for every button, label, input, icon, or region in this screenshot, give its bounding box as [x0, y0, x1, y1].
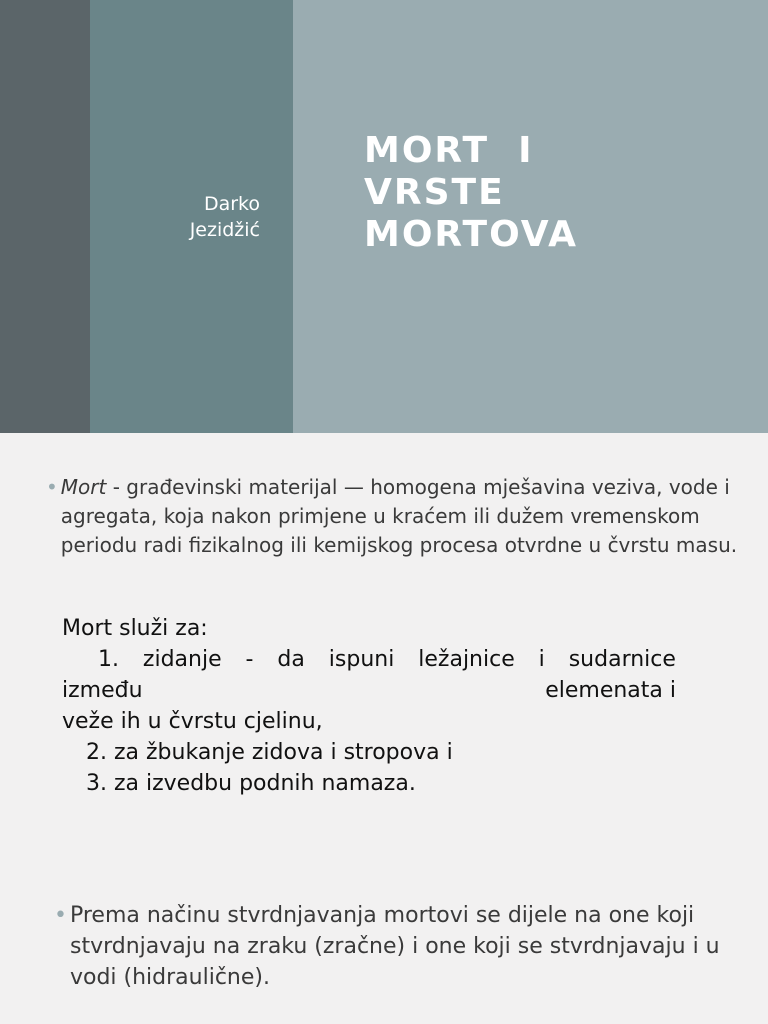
use-item-1-word: 1.	[98, 647, 119, 672]
author-name	[190, 191, 260, 243]
use-item-1-right: elemenata i	[545, 678, 676, 703]
use-item-2: 2. za žbukanje zidova i stropova i	[86, 740, 453, 765]
author-first-name: Darko	[203, 193, 260, 215]
slide-content	[0, 433, 768, 1024]
title-line-1: MORT I	[364, 130, 534, 171]
bullet-dot-icon: •	[46, 475, 58, 499]
definition-text	[61, 473, 746, 560]
bullet-dot-icon: •	[54, 903, 67, 928]
definition-body: - građevinski materijal — homogena mješavina veziva, vode i agregata, koja nakon primjene u kraćem ili dužem vremenskom periodu radi fizikalnog ili kemijskog procesa otvrdne u čvrstu masu.	[60, 475, 738, 557]
use-item-1-word: ispuni	[328, 647, 395, 672]
dark-band	[0, 0, 90, 433]
use-item-1-word: -	[245, 647, 254, 672]
definition-term: Mort	[60, 475, 107, 499]
classification-bullet	[54, 900, 754, 993]
title-line-3: MORTOVA	[364, 214, 579, 255]
use-item-1-word: da	[277, 647, 305, 672]
classification-text: Prema načinu stvrdnjavanja mortovi se dijele na one koji stvrdnjavaju na zraku (zračne) i one koji se stvrdnjavaju i u vodi (hidraulične).	[69, 903, 720, 990]
use-item-1-word: zidanje	[142, 647, 222, 672]
definition-bullet	[46, 473, 746, 560]
slide-title	[364, 130, 578, 256]
author-last-name: Jezidžić	[189, 219, 260, 241]
title-line-2: VRSTE	[364, 172, 505, 213]
use-item-1-word: sudarnice	[568, 647, 676, 672]
use-item-1-left: između	[62, 678, 143, 703]
use-item-1-line-2	[62, 675, 676, 706]
uses-heading: Mort služi za:	[62, 616, 208, 641]
use-item-1-line-3: veže ih u čvrstu cjelinu,	[62, 709, 323, 734]
uses-list	[62, 613, 676, 799]
title-slide-header	[0, 0, 768, 433]
use-item-1-word: ležajnice	[418, 647, 515, 672]
use-item-1-word: i	[538, 647, 545, 672]
use-item-3: 3. za izvedbu podnih namaza.	[86, 771, 416, 796]
use-item-1-line-1	[62, 644, 676, 675]
